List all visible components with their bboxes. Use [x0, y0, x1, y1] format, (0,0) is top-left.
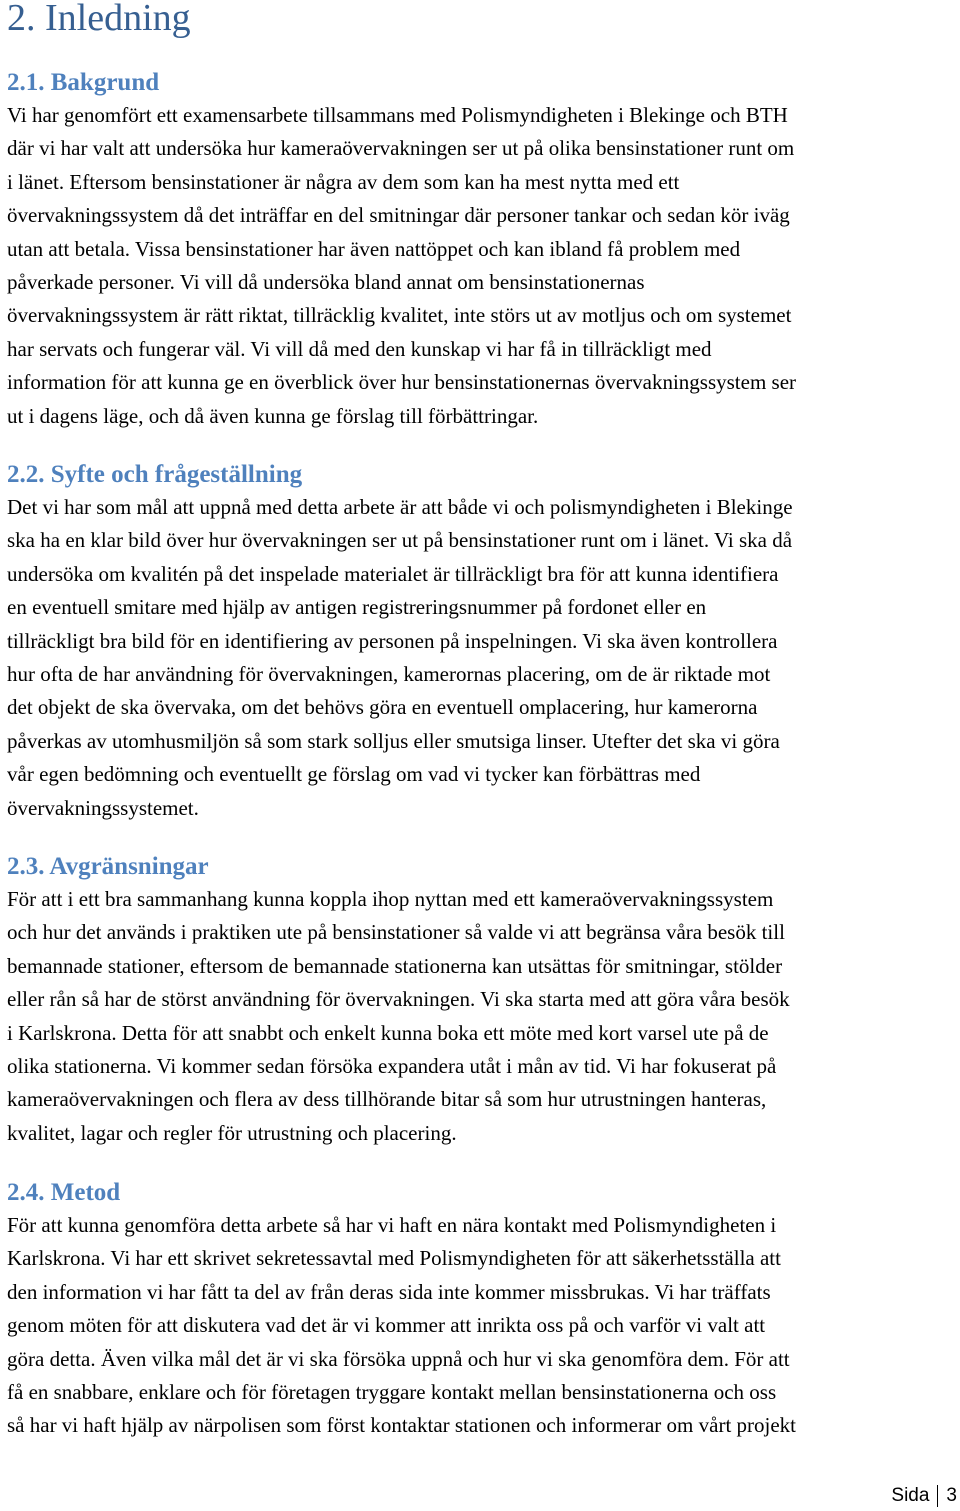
section-body: För att kunna genomföra detta arbete så har vi haft en nära kontakt med Polismyndigheten i Karlskrona. Vi har ett skrivet sekretessavtal med Polismyndigheten för att säkerhetsställa att den information vi har fått ta del av från deras sida inte kommer missbrukas. Vi har träffats genom möten för att diskutera vad det är vi kommer att inrikta oss på och varför vi valt att göra detta. Även vilka mål det är vi ska försöka uppnå och hur vi ska genomföra dem. För att få en snabbare, enklare och för företagen tryggare kontakt mellan bensinstationerna och oss så har vi haft hjälp av närpolisen som först kontaktar stationen och informerar om vårt projekt [7, 1213, 797, 1438]
footer-divider [937, 1485, 938, 1507]
page-label: Sida [891, 1485, 930, 1506]
section-body: Vi har genomfört ett examensarbete tillsammans med Polismyndigheten i Blekinge och BTH där vi har valt att undersöka hur kameraövervakningen ser ut på olika bensinstationer runt om i länet. Eftersom bensinstationer är några av dem som kan ha mest nytta med ett övervakningssystem då det inträffar en del smitningar där personer tankar och sedan kör iväg utan att betala. Vissa bensinstationer har även nattöppet och kan ibland få problem med påverkade personer. Vi vill då undersöka bland annat om bensinstationernas övervakningssystem är rätt riktat, tillräcklig kvalitet, inte störs ut av motljus och om systemet har servats och fungerar väl. Vi vill då med den kunskap vi har få in tillräckligt med information för att kunna ge en överblick över hur bensinstationernas övervakningssystem ser ut i dagens läge, och då även kunna ge förslag till förbättringar. [7, 103, 797, 428]
section-syfte [7, 458, 957, 825]
section-title: 2.3. Avgränsningar [7, 853, 209, 880]
section-avgransningar [7, 850, 957, 1150]
section-body: För att i ett bra sammanhang kunna koppla ihop nyttan med ett kameraövervakningssystem och hur det används i praktiken ute på bensinstationer så valde vi att begränsa våra besök till bemannade stationer, eftersom de bemannade stationerna kan utsättas för smitningar, stölder eller rån så har de störst användning för övervakningen. Vi ska starta med att göra våra besök i Karlskrona. Detta för att snabbt och enkelt kunna boka ett möte med kort varsel ute på de olika stationerna. Vi kommer sedan försöka expandera utåt i mån av tid. Vi har fokuserat på kameraövervakningen och flera av dess tillhörande bitar så som hur utrustningen hanteras, kvalitet, lagar och regler för utrustning och placering. [7, 887, 790, 1145]
section-title: 2.1. Bakgrund [7, 69, 160, 96]
section-body: Det vi har som mål att uppnå med detta arbete är att både vi och polismyndigheten i Blekinge ska ha en klar bild över hur övervakningen ser ut på bensinstationer runt om i länet. Vi ska då undersöka om kvalitén på det inspelade materialet är tillräckligt bra för att kunna identifiera en eventuell smitare med hjälp av antigen registreringsnummer på fordonet eller en tillräckligt bra bild för en identifiering av personen på inspelningen. Vi ska även kontrollera hur ofta de har användning för övervakningen, kamerornas placering, om de är riktade mot det objekt de ska övervaka, om det behövs göra en eventuell omplacering, hur kamerorna påverkas av utomhusmiljön så som stark solljus eller smutsiga linser. Utefter det ska vi göra vår egen bedömning och eventuellt ge förslag om vad vi tycker kan förbättras med övervakningssystemet. [7, 495, 793, 820]
section-bakgrund [7, 66, 957, 433]
page-footer [891, 1484, 957, 1508]
section-metod [7, 1176, 957, 1443]
page-number: 3 [946, 1485, 957, 1506]
section-title: 2.2. Syfte och frågeställning [7, 461, 303, 488]
chapter-heading: 2. Inledning [7, 0, 191, 39]
section-title: 2.4. Metod [7, 1179, 121, 1206]
